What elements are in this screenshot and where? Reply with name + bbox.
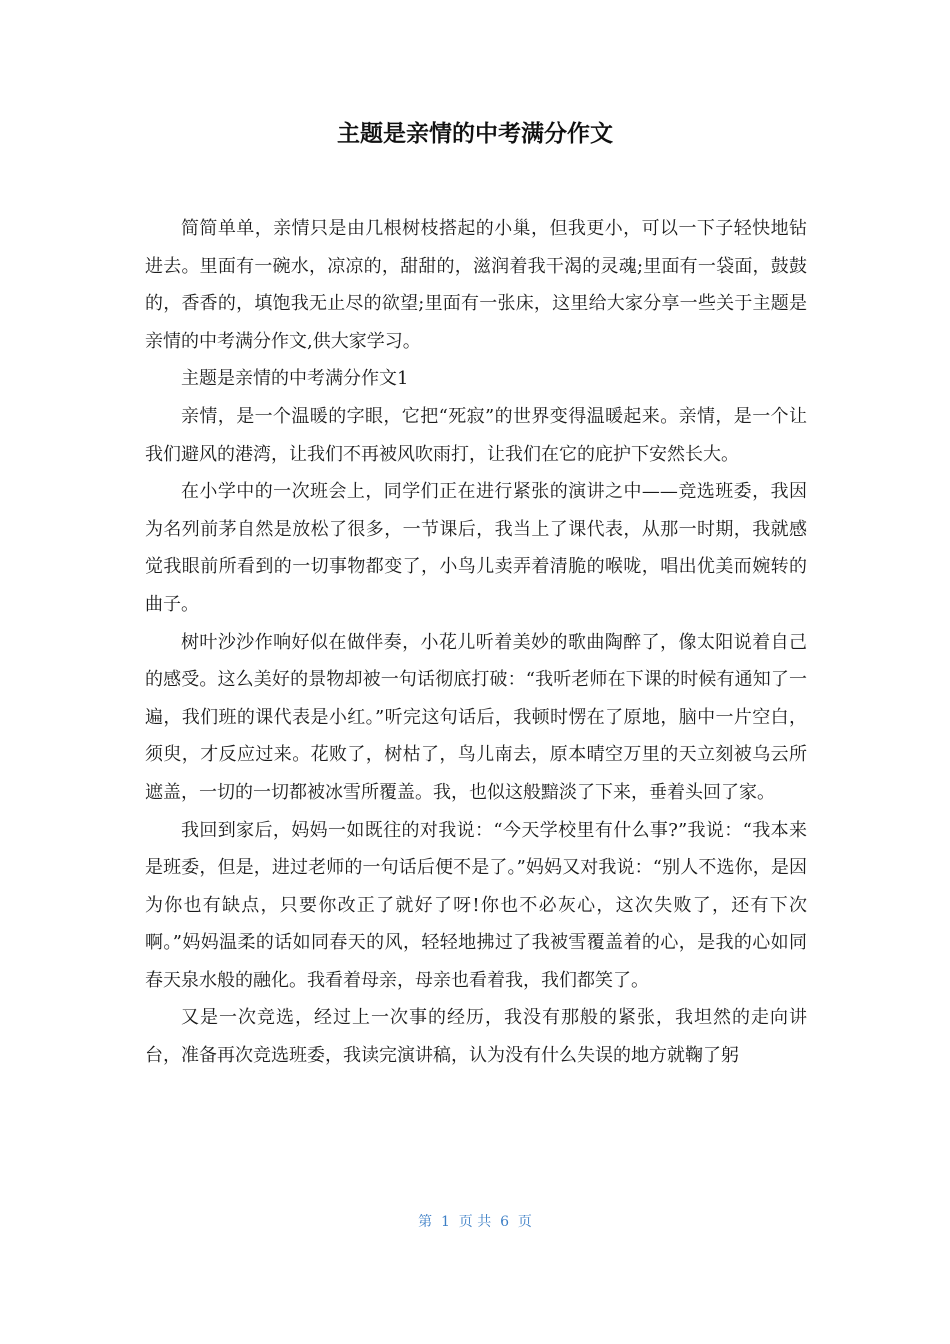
document-body [145, 210, 807, 1075]
body-paragraph: 又是一次竞选，经过上一次事的经历，我没有那般的紧张，我坦然的走向讲台，准备再次竞选班委，我读完演讲稿，认为没有什么失误的地方就鞠了躬 [145, 1007, 807, 1067]
body-paragraph: 在小学中的一次班会上，同学们正在进行紧张的演讲之中——竞选班委，我因为名列前茅自然是放松了很多，一节课后，我当上了课代表，从那一时期，我就感觉我眼前所看到的一切事物都变了，小鸟儿卖弄着清脆的喉咙，唱出优美而婉转的曲子。 [145, 481, 807, 615]
page-number-footer: 第 1 页 共 6 页 [418, 1214, 532, 1230]
page-title: 主题是亲情的中考满分作文 [337, 121, 613, 147]
body-paragraph: 亲情，是一个温暖的字眼，它把“死寂”的世界变得温暖起来。亲情，是一个让我们避风的港湾，让我们不再被风吹雨打，让我们在它的庇护下安然长大。 [145, 405, 807, 465]
essay-heading: 主题是亲情的中考满分作文1 [181, 368, 409, 390]
body-paragraph: 我回到家后，妈妈一如既往的对我说：“今天学校里有什么事?”我说：“我本来是班委，但是，进过老师的一句话后便不是了。”妈妈又对我说：“别人不选你，是因为你也有缺点，只要你改正了就好了呀!你也不必灰心，这次失败了，还有下次啊。”妈妈温柔的话如同春天的风，轻轻地拂过了我被雪覆盖着的心，是我的心如同春天泉水般的融化。我看着母亲，母亲也看着我，我们都笑了。 [145, 819, 807, 991]
body-paragraph: 树叶沙沙作响好似在做伴奏，小花儿听着美妙的歌曲陶醉了，像太阳说着自己的感受。这么美好的景物却被一句话彻底打破：“我听老师在下课的时候有通知了一遍，我们班的课代表是小红。”听完这句话后，我顿时愣在了原地，脑中一片空白，须臾，才反应过来。花败了，树枯了，鸟儿南去，原本晴空万里的天立刻被乌云所遮盖，一切的一切都被冰雪所覆盖。我，也似这般黯淡了下来，垂着头回了家。 [145, 631, 807, 803]
intro-paragraph: 简简单单，亲情只是由几根树枝搭起的小巢，但我更小，可以一下子轻快地钻进去。里面有一碗水，凉凉的，甜甜的，滋润着我干渴的灵魂;里面有一袋面，鼓鼓的，香香的，填饱我无止尽的欲望;里面有一张床，这里给大家分享一些关于主题是亲情的中考满分作文,供大家学习。 [145, 218, 807, 352]
